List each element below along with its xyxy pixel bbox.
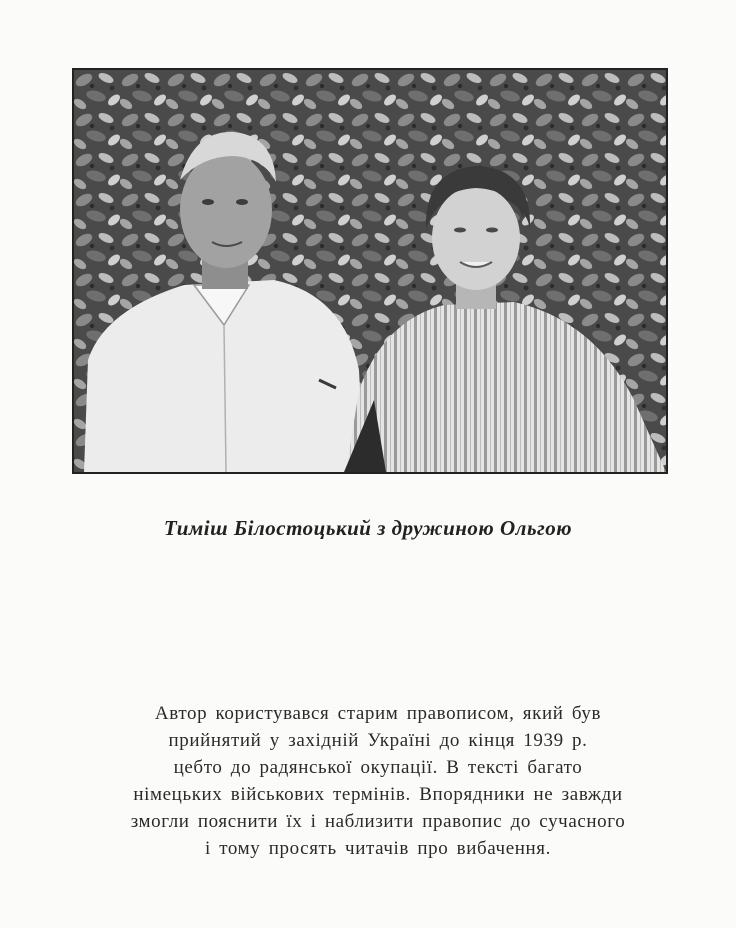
note-line: і тому просять читачів про вибачення. [205,838,551,859]
note-line: змогли пояснити їх і наблизити правопис до сучасного [130,811,626,832]
note-line: цебто до радянської окупації. В тексті багато [173,757,583,778]
note-line: Автор користувався старим правописом, який був [154,703,602,724]
photo-caption: Тиміш Білостоцький з дружиною Ольгою [163,516,573,540]
photo-illustration [74,70,666,472]
note-line: німецьких військових термінів. Впорядники не завжди [133,784,623,805]
author-note [40,700,716,862]
portrait-photo [72,68,668,474]
note-line: прийнятий у західній Україні до кінця 1939 р. [168,730,588,751]
